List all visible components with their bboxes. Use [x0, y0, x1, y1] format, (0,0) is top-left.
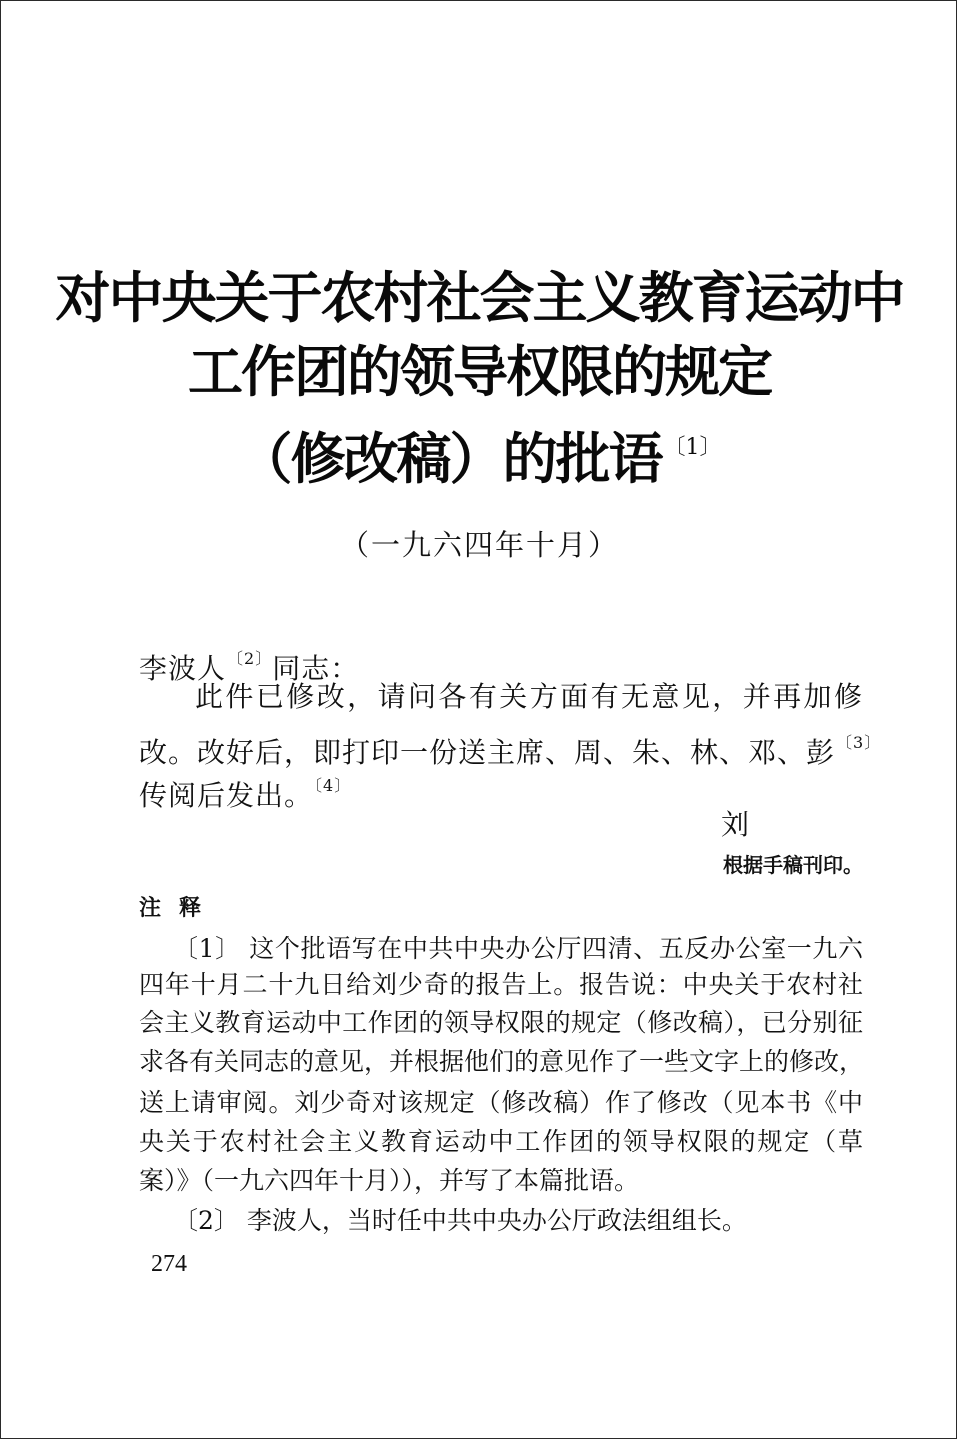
title-line-3-text: （修改稿）的批语 [237, 427, 662, 491]
note-line: 求各有关同志的意见，并根据他们的意见作了一些文字上的修改， [139, 1047, 865, 1076]
title-footnote-ref: 〔1〕 [663, 435, 722, 460]
title-line-1: 对中央关于农村社会主义教育运动中 [55, 266, 904, 330]
page-number: 274 [151, 1251, 187, 1277]
letter-line-2-text: 改。改好后，即打印一份送主席、周、朱、林、邓、彭 [139, 736, 836, 769]
title-line-3 [1, 415, 957, 492]
note-line: 送上请审阅。刘少奇对该规定（修改稿）作了修改（见本书《中 [139, 1088, 863, 1117]
letter-line-3 [139, 766, 351, 816]
note-line: 〔2〕 李波人，当时任中共中央办公厅政法组组长。 [173, 1206, 747, 1235]
salutation-rest: 同志： [272, 652, 360, 685]
salutation-name: 李波人 [139, 652, 227, 685]
signature: 刘 [721, 808, 750, 841]
document-date: （一九六四年十月） [339, 528, 619, 562]
title-line-2: 工作团的领导权限的规定 [187, 340, 771, 404]
source-note: 根据手稿刊印。 [723, 853, 863, 877]
notes-heading: 注释 [139, 896, 220, 921]
footnote-ref-2: 〔2〕 [227, 649, 273, 668]
note-line: 会主义教育运动中工作团的领导权限的规定（修改稿），已分别征 [139, 1008, 863, 1037]
note-line: 央关于农村社会主义教育运动中工作团的领导权限的规定（草 [139, 1127, 863, 1156]
letter-line-1: 此件已修改，请问各有关方面有无意见，并再加修 [195, 680, 863, 713]
note-line: 四年十月二十九日给刘少奇的报告上。报告说：中央关于农村社 [139, 970, 863, 999]
note-line: 案）》（一九六四年十月）），并写了本篇批语。 [139, 1166, 640, 1195]
letter-line-3-text: 传阅后发出。 [139, 779, 314, 812]
footnote-ref-4: 〔4〕 [314, 776, 352, 795]
footnote-ref-3: 〔3〕 [836, 733, 882, 752]
note-line: 〔1〕 这个批语写在中共中央办公厅四清、五反办公室一九六 [173, 934, 863, 963]
